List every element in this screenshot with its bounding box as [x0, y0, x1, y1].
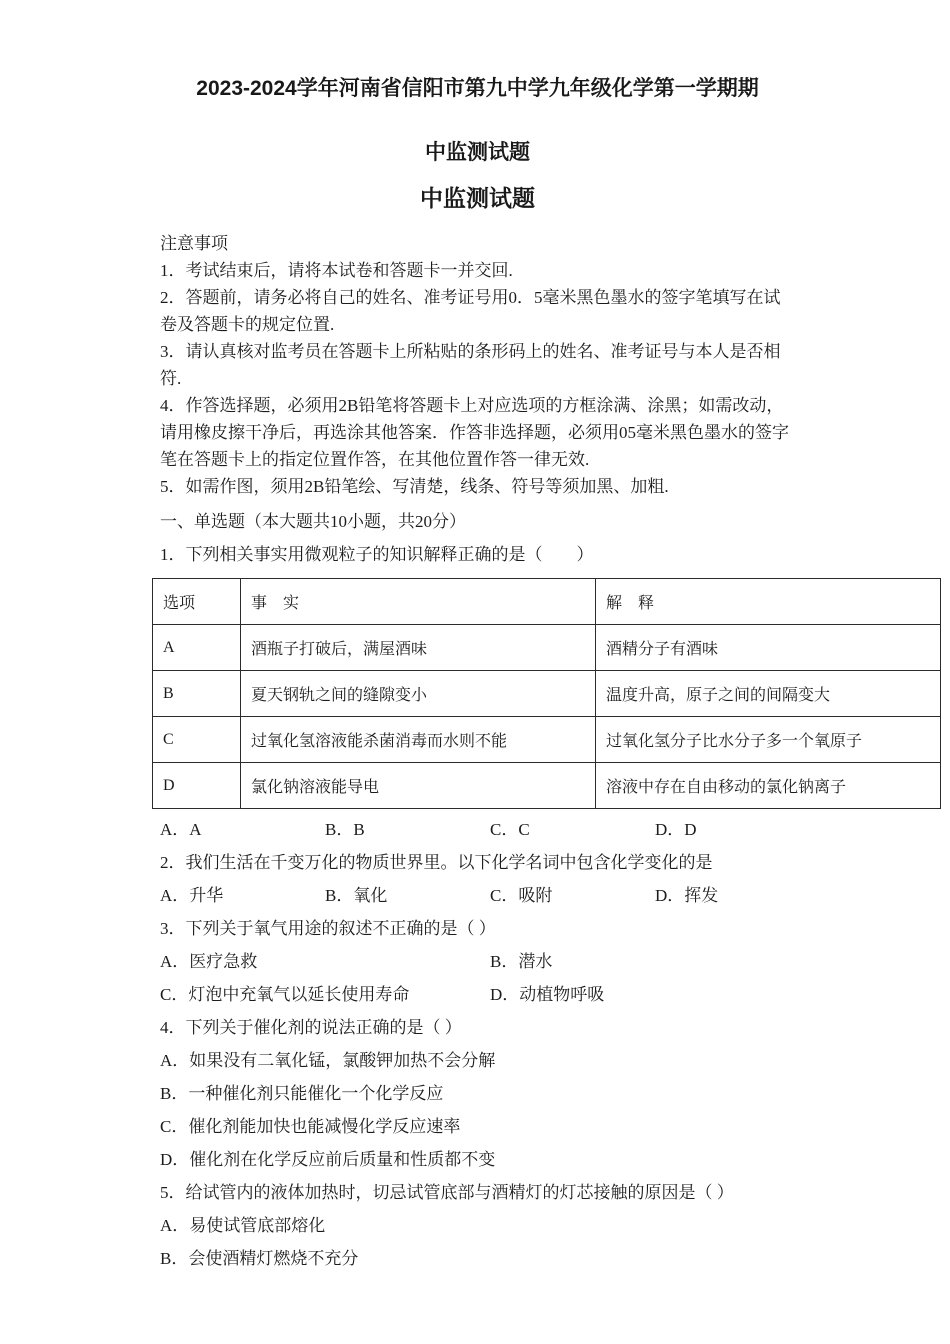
option-c: C．吸附	[490, 886, 553, 905]
option-c: C．C	[490, 820, 530, 839]
cell-fact: 酒瓶子打破后，满屋酒味	[241, 625, 596, 671]
table-row-d	[153, 763, 941, 809]
cell-option: A	[153, 625, 241, 671]
notice-item-2: 2．答题前，请务必将自己的姓名、准考证号用0．5毫米黑色墨水的签字笔填写在试卷及答题卡的规定位置.	[160, 288, 781, 334]
cell-option: C	[153, 717, 241, 763]
option-d: D．催化剂在化学反应前后质量和性质都不变	[160, 1150, 496, 1169]
section-heading: 一、单选题（本大题共10小题，共20分）	[160, 512, 466, 531]
question-5-stem: 5．给试管内的液体加热时，切忌试管底部与酒精灯的灯芯接触的原因是（ ）	[160, 1183, 734, 1202]
question-3-stem: 3．下列关于氧气用途的叙述不正确的是（ ）	[160, 919, 496, 938]
option-a: A．A	[160, 820, 202, 839]
table-row-b	[153, 671, 941, 717]
option-d: D．挥发	[655, 886, 719, 905]
exam-title-line1: 2023-2024学年河南省信阳市第九中学九年级化学第一学期期	[196, 77, 759, 100]
notice-item-4: 4．作答选择题，必须用2B铅笔将答题卡上对应选项的方框涂满、涂黑；如需改动，请用橡皮擦干净后，再选涂其他答案．作答非选择题，必须用05毫米黑色墨水的签字笔在答题卡上的指定位置作答，在其他位置作答一律无效.	[160, 396, 789, 469]
notice-item-1: 1．考试结束后，请将本试卷和答题卡一并交回.	[160, 261, 513, 280]
table-header-explanation: 解 释	[596, 579, 941, 625]
question-1-stem: 1．下列相关事实用微观粒子的知识解释正确的是（ ）	[160, 545, 594, 564]
notice-item-5: 5．如需作图，须用2B铅笔绘、写清楚，线条、符号等须加黑、加粗.	[160, 477, 669, 496]
question-5	[160, 1183, 795, 1269]
notice-section	[160, 230, 795, 500]
option-a: A．易使试管底部熔化	[160, 1216, 326, 1235]
option-b: B．会使酒精灯燃烧不充分	[160, 1249, 359, 1268]
table-header-option: 选项	[153, 579, 241, 625]
question-1-table	[152, 578, 941, 809]
option-a: A．医疗急救	[160, 952, 258, 971]
option-b: B．B	[325, 820, 365, 839]
table-header-row	[153, 579, 941, 625]
option-a: A．升华	[160, 886, 224, 905]
question-3-options-row-1	[160, 952, 795, 972]
cell-explanation: 溶液中存在自由移动的氯化钠离子	[596, 763, 941, 809]
option-d: D．动植物呼吸	[490, 985, 605, 1004]
question-4-stem: 4．下列关于催化剂的说法正确的是（ ）	[160, 1018, 462, 1037]
notice-item-3: 3．请认真核对监考员在答题卡上所粘贴的条形码上的姓名、准考证号与本人是否相符.	[160, 342, 781, 388]
cell-option: D	[153, 763, 241, 809]
question-1	[160, 545, 863, 840]
option-b: B．一种催化剂只能催化一个化学反应	[160, 1084, 444, 1103]
exam-title-line3: 中监测试题	[420, 185, 535, 211]
option-d: D．D	[655, 820, 697, 839]
option-b: B．氧化	[325, 886, 388, 905]
question-2-stem: 2．我们生活在千变万化的物质世界里。以下化学名词中包含化学变化的是	[160, 853, 713, 872]
cell-fact: 过氧化氢溶液能杀菌消毒而水则不能	[241, 717, 596, 763]
question-3-options-row-2	[160, 985, 795, 1005]
cell-explanation: 酒精分子有酒味	[596, 625, 941, 671]
cell-fact: 氯化钠溶液能导电	[241, 763, 596, 809]
cell-explanation: 温度升高，原子之间的间隔变大	[596, 671, 941, 717]
question-4	[160, 1018, 795, 1170]
option-a: A．如果没有二氧化锰，氯酸钾加热不会分解	[160, 1051, 496, 1070]
question-1-answer-row	[160, 820, 795, 840]
table-row-c	[153, 717, 941, 763]
cell-explanation: 过氧化氢分子比水分子多一个氧原子	[596, 717, 941, 763]
option-c: C．灯泡中充氧气以延长使用寿命	[160, 985, 410, 1004]
question-3	[160, 919, 795, 1005]
cell-option: B	[153, 671, 241, 717]
option-c: C．催化剂能加快也能减慢化学反应速率	[160, 1117, 461, 1136]
cell-fact: 夏天钢轨之间的缝隙变小	[241, 671, 596, 717]
exam-title-line2: 中监测试题	[425, 141, 530, 164]
question-2	[160, 853, 795, 906]
option-b: B．潜水	[490, 952, 553, 971]
notice-heading: 注意事项	[160, 234, 228, 253]
table-header-fact: 事 实	[241, 579, 596, 625]
question-2-options	[160, 886, 795, 906]
table-row-a	[153, 625, 941, 671]
